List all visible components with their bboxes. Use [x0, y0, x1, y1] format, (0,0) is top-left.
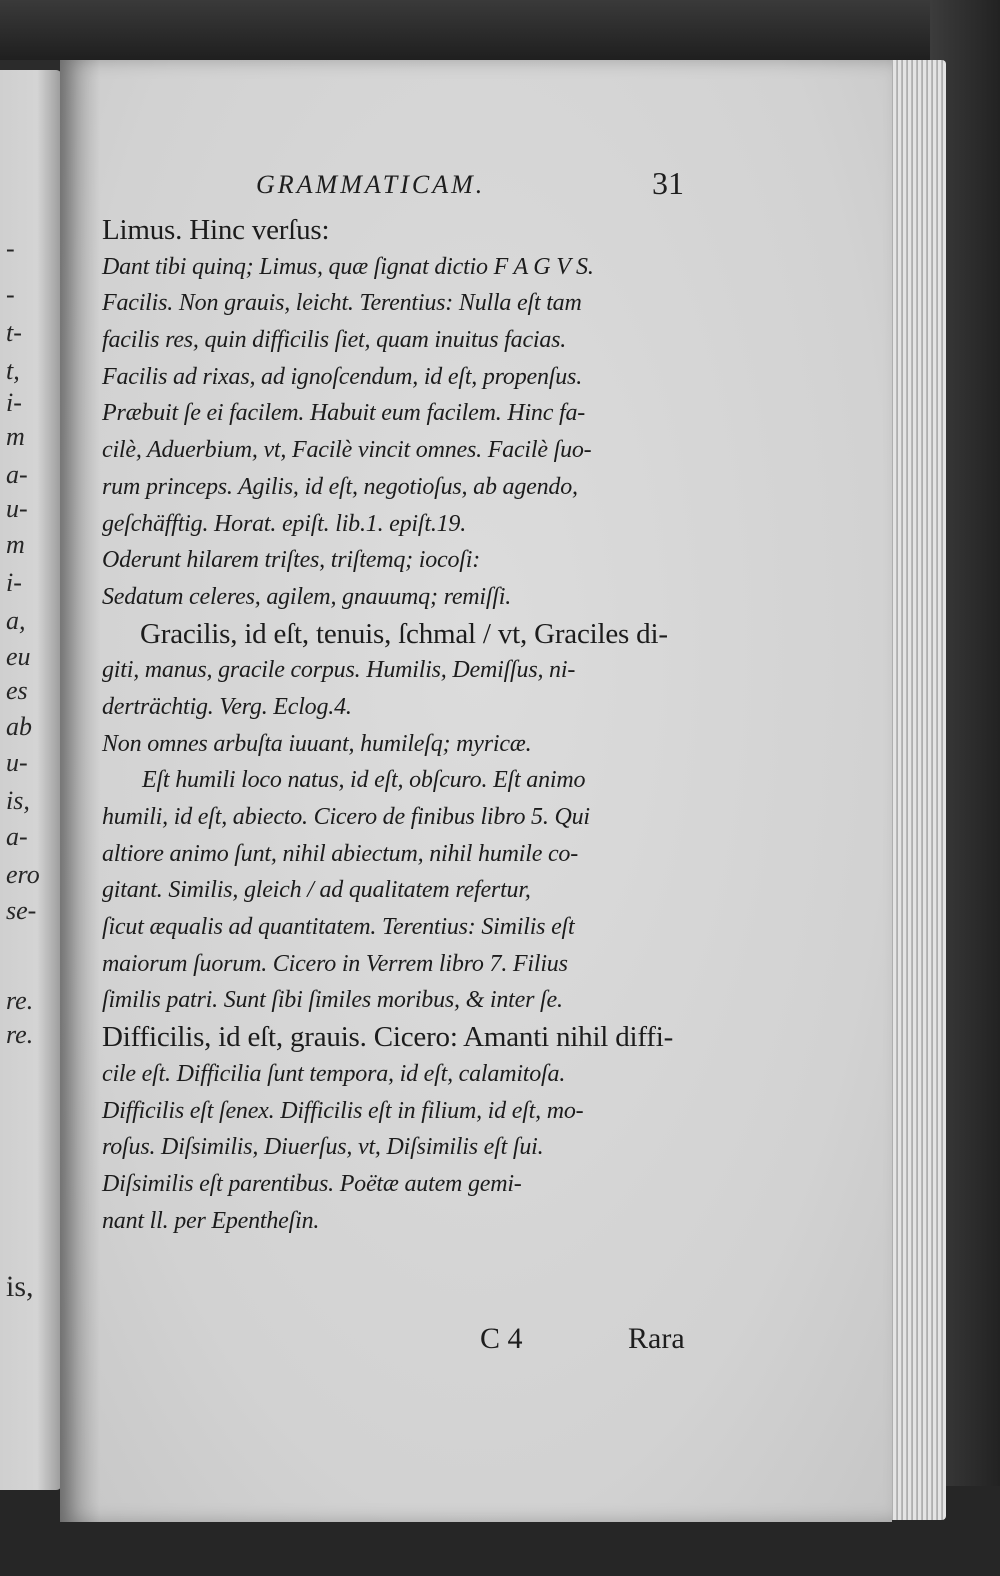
- text-line: Dant tibi quinq; Limus, quæ ſignat dictio F A G V S.: [102, 253, 594, 280]
- text-line: ſicut æqualis ad quantitatem. Terentius: Similis eſt: [102, 914, 575, 941]
- left-fragment: is,: [6, 1270, 34, 1303]
- left-fragment: eu: [6, 642, 31, 671]
- text-line: cile eſt. Difficilia ſunt tempora, id eſt, calamitoſa.: [102, 1060, 566, 1087]
- text-line: Diſsimilis eſt parentibus. Poëtæ autem gemi-: [102, 1170, 522, 1197]
- text-line: nant ll. per Epentheſin.: [102, 1207, 320, 1234]
- text-line: Sedatum celeres, agilem, gnauumq; remiſſi.: [102, 583, 512, 610]
- left-fragment: a,: [6, 606, 26, 635]
- text-line: Facilis ad rixas, ad ignoſcendum, id eſt, propenſus.: [102, 363, 582, 390]
- text-line: Limus. Hinc verſus:: [102, 214, 330, 246]
- left-fragment: t,: [6, 356, 20, 385]
- book-cover-top: [0, 0, 1000, 60]
- book-page: [60, 60, 892, 1522]
- left-fragment: t-: [6, 318, 22, 347]
- left-fragment: se-: [6, 896, 37, 925]
- text-line: Gracilis, id eſt, tenuis, ſchmal / vt, Graciles di-: [140, 617, 668, 650]
- left-fragment: -: [6, 234, 15, 263]
- left-fragment: u-: [6, 494, 28, 523]
- left-fragment: -: [6, 280, 15, 309]
- gutter-shadow: [60, 60, 100, 1522]
- text-line: Eſt humili loco natus, id eſt, obſcuro. Eſt animo: [142, 767, 586, 794]
- left-fragment: m: [6, 530, 25, 559]
- text-line: roſus. Diſsimilis, Diuerſus, vt, Diſsimilis eſt ſui.: [102, 1134, 544, 1161]
- signature-mark: C 4: [480, 1322, 523, 1355]
- text-line: facilis res, quin difficilis ſiet, quam inuitus facias.: [102, 327, 567, 354]
- text-line: humili, id eſt, abiecto. Cicero de finibus libro 5. Qui: [102, 804, 590, 830]
- left-fragment: a-: [6, 460, 28, 489]
- catchword: Rara: [628, 1322, 685, 1355]
- text-line: geſchäfftig. Horat. epiſt. lib.1. epiſt.19.: [102, 510, 467, 537]
- text-line: rum princeps. Agilis, id eſt, negotioſus, ab agendo,: [102, 473, 578, 500]
- text-line: Non omnes arbuſta iuuant, humileſq; myricæ.: [102, 730, 532, 757]
- left-fragment: ab: [6, 712, 32, 741]
- running-title: GRAMMATICAM.: [256, 170, 486, 199]
- text-line: Difficilis eſt ſenex. Difficilis eſt in filium, id eſt, mo-: [102, 1097, 584, 1124]
- left-fragment: u-: [6, 748, 28, 777]
- text-line: Oderunt hilarem triſtes, triſtemq; iocoſi:: [102, 547, 481, 574]
- text-line: cilè, Aduerbium, vt, Facilè vincit omnes. Facilè ſuo-: [102, 437, 592, 464]
- text-line: gitant. Similis, gleich / ad qualitatem refertur,: [102, 877, 531, 904]
- left-page-fragment: [0, 70, 62, 1490]
- left-fragment: a-: [6, 822, 28, 851]
- text-line: ſimilis patri. Sunt ſibi ſimiles moribus, & inter ſe.: [102, 987, 563, 1014]
- left-fragment: is,: [6, 786, 30, 815]
- text-line: Facilis. Non grauis, leicht. Terentius: Nulla eſt tam: [102, 290, 582, 317]
- text-line: Difficilis, id eſt, grauis. Cicero: Amanti nihil diffi-: [102, 1021, 674, 1054]
- left-fragment: re.: [6, 1020, 34, 1049]
- text-line: derträchtig. Verg. Eclog.4.: [102, 693, 352, 720]
- left-fragment: m: [6, 422, 25, 451]
- text-line: maiorum ſuorum. Cicero in Verrem libro 7. Filius: [102, 950, 568, 977]
- page-edges: [888, 60, 946, 1520]
- page-number: 31: [652, 165, 684, 201]
- left-fragment: es: [6, 676, 28, 705]
- page-text: [102, 212, 702, 1239]
- text-line: Præbuit ſe ei facilem. Habuit eum facilem. Hinc fa-: [102, 400, 586, 427]
- left-fragment: i-: [6, 568, 22, 597]
- left-fragment: ero: [6, 860, 40, 889]
- left-fragment: re.: [6, 986, 34, 1015]
- text-line: altiore animo ſunt, nihil abiectum, nihil humile co-: [102, 840, 578, 867]
- left-fragment: i-: [6, 388, 22, 417]
- text-line: giti, manus, gracile corpus. Humilis, Demiſſus, ni-: [102, 657, 576, 684]
